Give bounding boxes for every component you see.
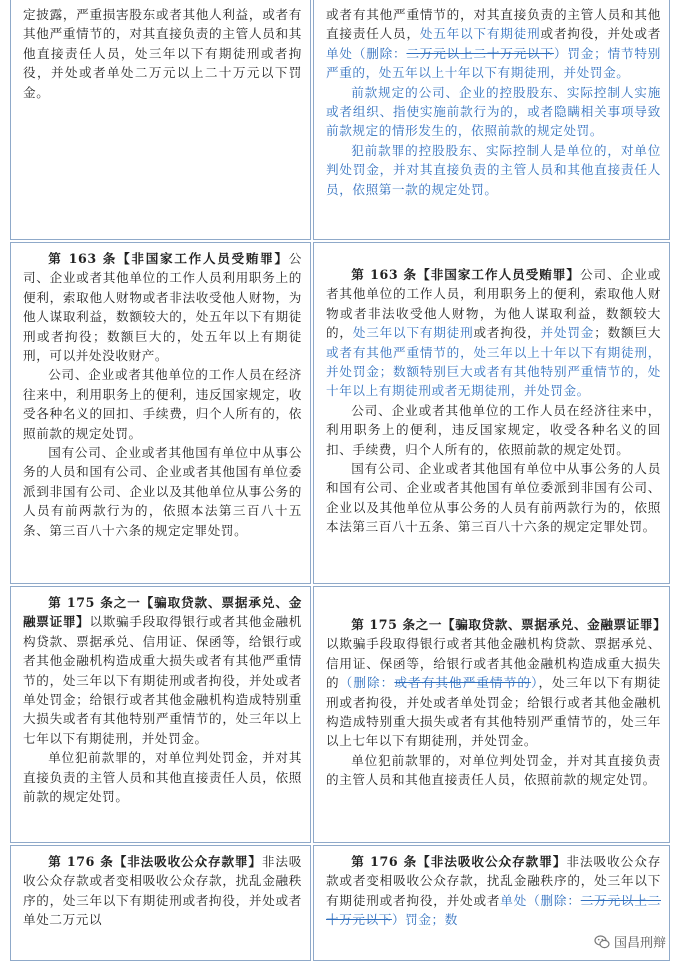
row1-old-text: 定披露，严重损害股东或者其他人利益，或者有其他严重情节的，对其直接负责的主管人员和其他直接责任人员，处三年以下有期徒刑或者拘役，并处或者单处二万元以上二十万元以下罚金。: [23, 5, 302, 102]
row2-old-paragraph-3: 国有公司、企业或者其他国有单位中从事公务的人员和国有公司、企业或者其他国有单位委派到非国有公司、企业以及其他单位从事公务的人员有前两款行为的，依照本法第三百八十五条、第三百八十六条的规定定罪处罚。: [23, 443, 302, 540]
watermark: [591, 931, 669, 952]
row2-old-paragraph-2: 公司、企业或者其他单位的工作人员在经济往来中，利用职务上的便利，违反国家规定，收受各种名义的回扣、手续费，归个人所有的，依照前款的规定处罚。: [23, 365, 302, 443]
row2-old-paragraph-1: 第 163 条【非国家工作人员受贿罪】公司、企业或者其他单位的工作人员利用职务上的便利，索取他人财物或者非法收受他人财物，为他人谋取利益，数额较大的，处五年以下有期徒刑或者拘役；数额巨大的，处五年以上有期徒刑，可以并处没收财产。: [23, 249, 302, 365]
row2-new-paragraph-1: 第 163 条【非国家工作人员受贿罪】公司、企业或者其他单位的工作人员，利用职务上的便利，索取他人财物或者非法收受他人财物，为他人谋取利益，数额较大的，处三年以下有期徒刑或者拘役，并处罚金；数额巨大或者有其他严重情节的，处三年以上十年以下有期徒刑，并处罚金；数额特别巨大或者有其他特别严重情节的，处十年以上有期徒刑或者无期徒刑，并处罚金。: [326, 265, 661, 401]
row1-new-paragraph-3: 犯前款罪的控股股东、实际控制人是单位的，对单位判处罚金，并对其直接负责的主管人员和其他直接责任人员，依照第一款的规定处罚。: [326, 141, 661, 199]
row1-new-paragraph-2: 前款规定的公司、企业的控股股东、实际控制人实施或者组织、指使实施前款行为的，或者隐瞒相关事项导致前款规定的情形发生的，依照前款的规定处罚。: [326, 83, 661, 141]
row2-new-paragraph-2: 公司、企业或者其他单位的工作人员在经济往来中，利用职务上的便利，违反国家规定，收受各种名义的回扣、手续费，归个人所有的，依照前款的规定处罚。: [326, 401, 661, 459]
article-title: 第 176 条【非法吸收公众存款罪】: [351, 854, 566, 869]
article-title: 第 176 条【非法吸收公众存款罪】: [48, 854, 262, 869]
deleted-text: 二万元以上二十万元以下: [326, 893, 661, 927]
article-title: 第 163 条【非国家工作人员受贿罪】: [48, 251, 289, 266]
deleted-text: 或者有其他严重情节的: [394, 675, 531, 690]
row3-new-paragraph-2: 单位犯前款罪的，对单位判处罚金，并对其直接负责的主管人员和其他直接责任人员，依照前款的规定处罚。: [326, 751, 661, 790]
cell-row1-new: [313, 0, 670, 240]
deleted-text: 二万元以上二十万元以下: [406, 46, 553, 61]
row3-old-paragraph-1: 第 175 条之一【骗取贷款、票据承兑、金融票证罪】以欺骗手段取得银行或者其他金融机构贷款、票据承兑、信用证、保函等，给银行或者其他金融机构造成重大损失或者有其他严重情节的，处三年以下有期徒刑或者拘役，并处或者单处罚金；给银行或者其他金融机构造成特别重大损失或者有其他特别严重情节的，处三年以上七年以下有期徒刑，并处罚金。: [23, 593, 302, 748]
wechat-icon: [594, 934, 610, 950]
cell-row3-new: [313, 586, 670, 843]
cell-row1-old: [10, 0, 311, 240]
row2-new-paragraph-3: 国有公司、企业或者其他国有单位中从事公务的人员和国有公司、企业或者其他国有单位委派到非国有公司、企业以及其他单位从事公务的人员有前两款行为的，依照本法第三百八十五条、第三百八十六条的规定定罪处罚。: [326, 459, 661, 537]
article-title: 第 163 条【非国家工作人员受贿罪】: [351, 267, 580, 282]
comparison-table: [10, 0, 670, 958]
article-title: 第 175 条之一【骗取贷款、票据承兑、金融票证罪】: [351, 617, 666, 632]
cell-row3-old: [10, 586, 311, 843]
row3-old-paragraph-2: 单位犯前款罪的，对单位判处罚金，并对其直接负责的主管人员和其他直接责任人员，依照前款的规定处罚。: [23, 748, 302, 806]
row4-new-paragraph-1: 第 176 条【非法吸收公众存款罪】非法吸收公众存款或者变相吸收公众存款，扰乱金融秩序的，处三年以下有期徒刑或者拘役，并处或者单处（删除：二万元以上二十万元以下）罚金；数: [326, 852, 661, 930]
row1-new-paragraph-1: 或者有其他严重情节的，对其直接负责的主管人员和其他直接责任人员，处五年以下有期徒刑或者拘役，并处或者单处（删除：二万元以上二十万元以下）罚金；情节特别严重的，处五年以上十年以下有期徒刑，并处罚金。: [326, 5, 661, 83]
watermark-text: 国昌刑辩: [614, 932, 666, 951]
article-title: 第 175 条之一【骗取贷款、票据承兑、金融票证罪】: [23, 595, 302, 629]
cell-row4-old: [10, 845, 311, 961]
cell-row2-new: [313, 242, 670, 584]
row4-old-paragraph-1: 第 176 条【非法吸收公众存款罪】非法吸收公众存款或者变相吸收公众存款，扰乱金融秩序的，处三年以下有期徒刑或者拘役，并处或者单处二万元以: [23, 852, 302, 930]
cell-row2-old: [10, 242, 311, 584]
row3-new-paragraph-1: 第 175 条之一【骗取贷款、票据承兑、金融票证罪】以欺骗手段取得银行或者其他金融机构贷款、票据承兑、信用证、保函等，给银行或者其他金融机构造成重大损失的（删除：或者有其他严重情节的），处三年以下有期徒刑或者拘役，并处或者单处罚金；给银行或者其他金融机构造成特别重大损失或者有其他特别严重情节的，处三年以上七年以下有期徒刑，并处罚金。: [326, 615, 661, 751]
